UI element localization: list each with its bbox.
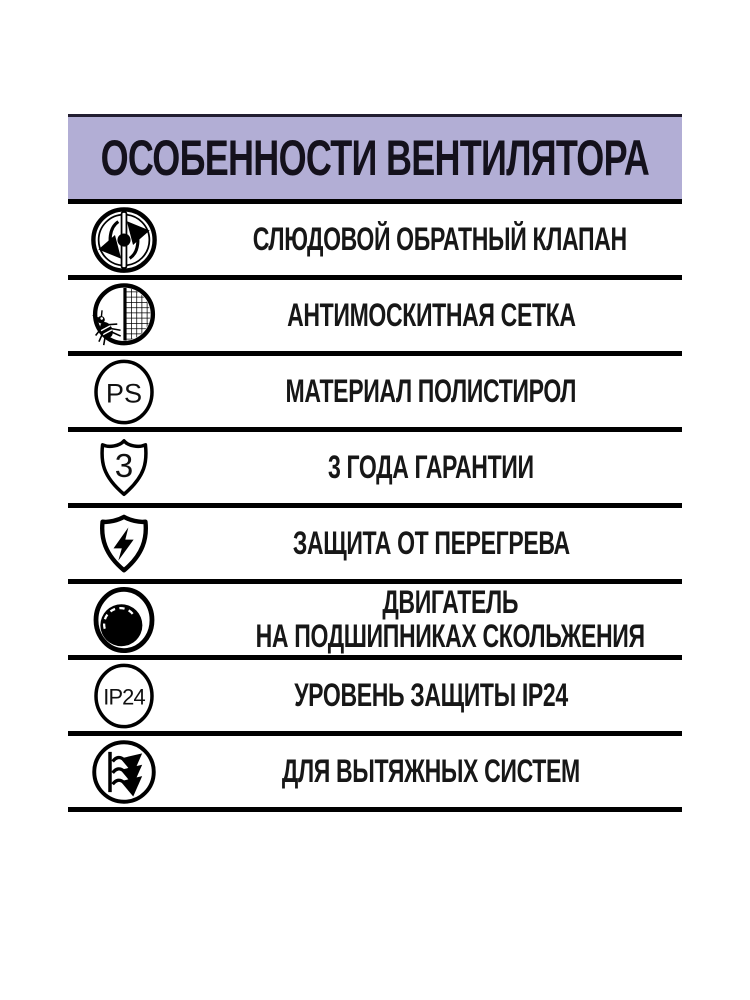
exhaust-systems-icon	[89, 737, 159, 807]
feature-label: ДЛЯ ВЫТЯЖНЫХ СИСТЕМ	[282, 752, 580, 789]
icon-cell	[68, 737, 180, 807]
feature-row	[68, 432, 682, 508]
label-cell	[180, 448, 682, 485]
feature-panel	[68, 114, 682, 812]
label-cell	[180, 220, 699, 257]
feature-label: МАТЕРИАЛ ПОЛИСТИРОЛ	[285, 372, 577, 409]
label-cell	[180, 524, 682, 561]
ps-icon-text: PS	[105, 376, 143, 408]
sliding-bearing-icon	[89, 585, 159, 655]
feature-label: 3 ГОДА ГАРАНТИИ	[328, 448, 534, 485]
feature-row	[68, 204, 682, 280]
label-cell	[180, 296, 682, 333]
polystyrene-icon	[89, 357, 159, 427]
label-cell	[180, 676, 682, 713]
page-title: ОСОБЕННОСТИ ВЕНТИЛЯТОРА	[100, 130, 650, 186]
feature-label: УРОВЕНЬ ЗАЩИТЫ IP24	[294, 676, 568, 713]
feature-row	[68, 660, 682, 736]
feature-label: ЗАЩИТА ОТ ПЕРЕГРЕВА	[292, 524, 570, 561]
icon-cell	[68, 585, 180, 655]
icon-cell	[68, 205, 180, 275]
mosquito-net-icon	[89, 281, 159, 351]
icon-cell	[68, 281, 180, 351]
ip24-icon	[89, 661, 159, 731]
feature-row	[68, 356, 682, 432]
overheat-protection-icon	[89, 509, 159, 579]
feature-row	[68, 736, 682, 812]
warranty-3-years-icon	[89, 433, 159, 503]
icon-cell	[68, 661, 180, 731]
feature-row	[68, 508, 682, 584]
label-cell	[180, 372, 682, 409]
ip24-icon-text: IP24	[103, 683, 145, 709]
icon-cell	[68, 509, 180, 579]
feature-row	[68, 280, 682, 356]
feature-label: АНТИМОСКИТНАЯ СЕТКА	[286, 296, 576, 333]
icon-cell	[68, 357, 180, 427]
header-banner	[68, 114, 682, 204]
icon-cell	[68, 433, 180, 503]
feature-label-line1: ДВИГАТЕЛЬ	[382, 583, 519, 620]
feature-label: СЛЮДОВОЙ ОБРАТНЫЙ КЛАПАН	[252, 220, 627, 257]
label-cell	[180, 752, 682, 789]
label-cell	[180, 583, 720, 654]
check-valve-icon	[89, 205, 159, 275]
feature-label-line2: НА ПОДШИПНИКАХ СКОЛЬЖЕНИЯ	[255, 617, 645, 654]
feature-row	[68, 584, 682, 660]
warranty-icon-text: 3	[114, 447, 134, 485]
